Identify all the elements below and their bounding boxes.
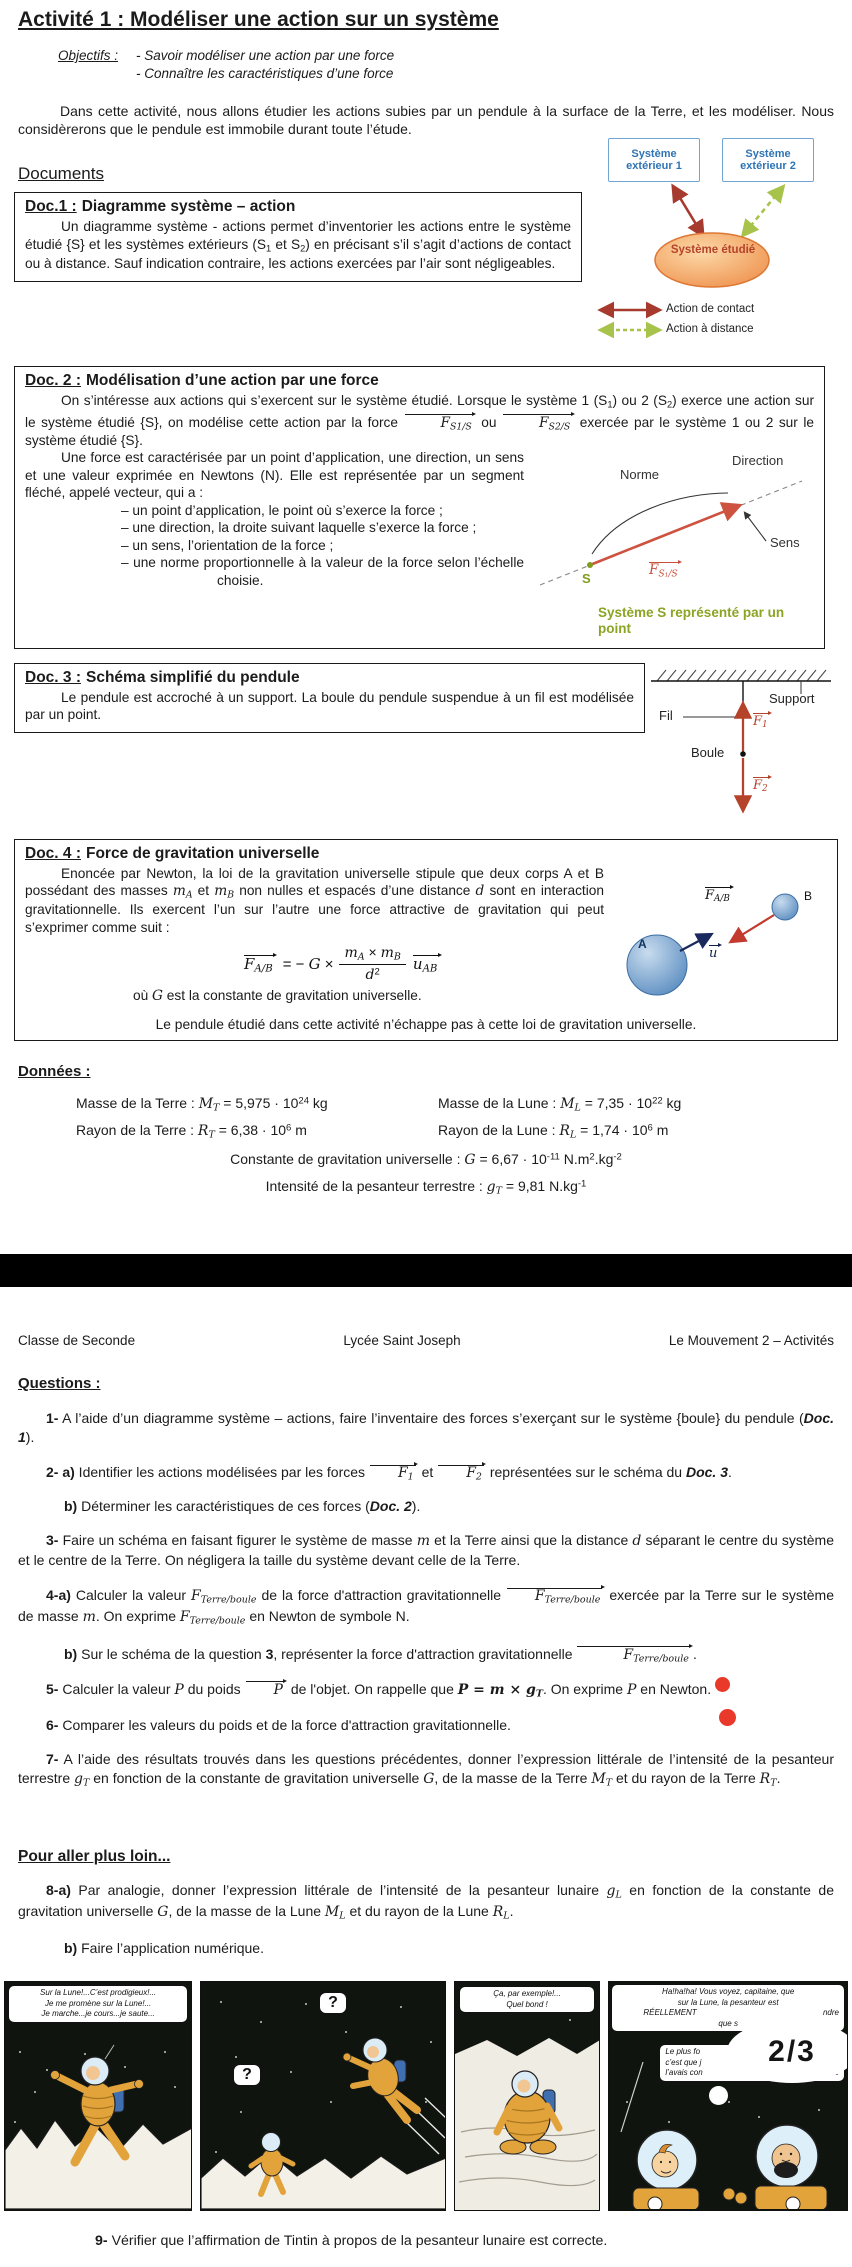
earth-radius-value: Rayon de la Terre : $R_T = 6,38 \cdot 10^6$ m (76, 1122, 307, 1141)
doc2-bullet-2: – une direction, la droite suivant laquelle s’exerce la force ; (121, 520, 477, 536)
bubble-line: que s (718, 2018, 738, 2028)
support-hatching (657, 670, 826, 681)
doc4-label: Doc. 4 : (25, 844, 81, 862)
doc2-bullet-3: – un sens, l’orientation de la force ; (121, 537, 334, 553)
doc4-where: où G est la constante de gravitation universelle. (133, 987, 422, 1004)
objective-item: - Connaître les caractéristiques d’une force (136, 66, 394, 81)
page-indicator-badge: 2/3 (727, 2020, 848, 2083)
bubble-line: Le plus fo (665, 2047, 701, 2057)
f1-label: $F_1$ (752, 711, 772, 730)
tintin-bust (633, 2130, 699, 2209)
question-3: 3- Faire un schéma en faisant figurer le système de masse m et la Terre ainsi que la distance d séparant le centre du système et le centre de la Terre. On négligera la taille du système devant celle de la Terre. (18, 1532, 834, 1569)
sphere-b (772, 894, 798, 920)
doc4-title: Force de gravitation universelle (85, 844, 320, 862)
question-8a: 8-a) Par analogie, donner l’expression littérale de l’intensité de la pesanteur lunaire $g_L$ en fonction de la constante de gravitation universelle G, de la masse de la Lune $M_L$ et du rayon de la Lune $R_L$. (18, 1882, 834, 1922)
hand (723, 2188, 735, 2200)
studied-system-label: Système étudié (670, 244, 756, 257)
legend-distance-label: Action à distance (666, 323, 754, 336)
further-heading: Pour aller plus loin... (18, 1848, 171, 1866)
gravitation-diagram (612, 877, 827, 1017)
doc2-label: Doc. 2 : (25, 372, 81, 390)
doc2-bullet-4: – une norme proportionnelle à la valeur de la force selon l’échelle choisie. (121, 555, 524, 588)
doc2-title: Modélisation d’une action par une force (85, 372, 379, 390)
question-bubble: ? (233, 2064, 261, 2086)
doc2-bullet-1: – un point d’application, le point où s’exerce la force ; (121, 502, 443, 518)
system-action-diagram (586, 138, 838, 350)
gravitation-force-arrow (732, 915, 774, 941)
intro-paragraph: Dans cette activité, nous allons étudier les actions subies par un pendule à la surface de la Terre, et les modéliser. Nous considèrerons que le pendule est immobile durant toute l’étude. (18, 103, 834, 138)
external-system-2-box: Système extérieur 2 (722, 138, 814, 182)
speech-bubble (8, 1985, 188, 2022)
doc3-title: Schéma simplifié du pendule (85, 668, 300, 686)
bubble-fragment: ndre (822, 2008, 839, 2018)
red-dot-marker (715, 1677, 730, 1692)
pendulum-diagram (633, 659, 838, 827)
comic-panel-4 (608, 1981, 848, 2211)
gravitation-formula (243, 944, 604, 982)
doc4-note: Le pendule étudié dans cette activité n’échappe pas à cette loi de gravitation universelle. (155, 1016, 697, 1032)
unit-vector-arrow (680, 935, 710, 951)
system-point-caption: Système S représenté par un point (598, 605, 785, 637)
formula-equals: = − G × (282, 954, 334, 973)
f2-label: $F_2$ (752, 775, 772, 794)
doc2-paragraph-1: On s’intéresse aux actions qui s’exercent sur le système étudié. Lorsque le système 1 $(S_1)$ ou 2 $(S_2)$ exerce une action sur le système étudié {S}, on modélise cette action par la force $F_{S1/S}$ ou $F_{S2/S}$ exercée par le système 1 ou 2 sur le système étudié {S}. (25, 393, 814, 448)
comic-panel-3-art (455, 1982, 600, 2209)
gravitation-constant-value: Constante de gravitation universelle : $G = 6,67 \cdot 10^{-11}$ $N.m^2.kg^{-2}$ (230, 1151, 622, 1169)
formula-fraction (339, 944, 405, 982)
distance-action-arrow (744, 188, 782, 234)
comic-panel-2-art (201, 1982, 446, 2209)
question-bubble: ? (319, 1992, 347, 2014)
external-system-1-box: Système extérieur 1 (608, 138, 700, 182)
comic-panel-1 (4, 1981, 192, 2211)
doc2-box (14, 366, 825, 648)
bubble-line: Ça, par exemple!... (493, 1989, 561, 1999)
red-dot-marker (719, 1709, 736, 1726)
doc1-box (14, 192, 582, 281)
doc4-box (14, 839, 838, 1041)
norme-brace (592, 493, 728, 554)
question-7: 7- A l’aide des résultats trouvés dans les questions précédentes, donner l’expression littérale de l’intensité de la pesanteur terrestre $g_T$ en fonction de la constante de gravitation universelle G, de la masse de la Terre $M_T$ et du rayon de la Terre $R_T$. (18, 1750, 834, 1789)
legend-contact-label: Action de contact (666, 303, 755, 316)
moon-radius-value: Rayon de la Lune : $R_L = 1,74 \cdot 10^6$ m (438, 1122, 669, 1141)
objectives-block (58, 48, 852, 84)
force-vector-diagram-art (532, 451, 814, 603)
bubble-line: Quel bond ! (506, 1999, 548, 2009)
bubble-line: c’est que j (665, 2057, 702, 2067)
sphere-a (627, 935, 687, 995)
fil-label: Fil (659, 707, 673, 723)
bubble-line: sur la Lune, la pesanteur est (677, 1997, 779, 2007)
doc1-title: Diagramme système – action (81, 198, 296, 216)
sens-label: Sens (770, 535, 800, 551)
further-section (18, 1881, 834, 1957)
sens-pointer-arrow (745, 513, 766, 541)
force-vector-label: $F_{S_1/S}$ (648, 559, 682, 579)
page-separator-bar (0, 1254, 852, 1287)
comic-panel-2 (200, 1981, 446, 2211)
direction-label: Direction (732, 453, 784, 469)
bubble-line: Ha!ha!ha! Vous voyez, capitaine, que (662, 1987, 795, 1997)
unit-vector-label: u (708, 943, 721, 961)
boule-point (740, 751, 746, 757)
earth-gravity-value: Intensité de la pesanteur terrestre : $g_T = 9,81$ $N.kg^{-1}$ (265, 1178, 587, 1197)
formula-denominator: $d^2$ (365, 966, 380, 983)
data-heading: Données : (18, 1062, 91, 1080)
doc3-row (14, 663, 838, 827)
pendulum-diagram-art (633, 659, 838, 827)
bubble-line: Je me promène sur la Lune!... (44, 1998, 152, 2008)
data-section (18, 1063, 834, 1198)
question-1: 1- A l’aide d’un diagramme système – actions, faire l’inventaire des forces s’exerçant sur le système {boule} du pendule (Doc. 1). (18, 1410, 834, 1446)
tintin-comic-strip (4, 1981, 848, 2211)
comic-panel-3 (454, 1981, 601, 2211)
question-9: 9- Vérifier que l’affirmation de Tintin à propos de la pesanteur lunaire est correcte. (95, 2233, 608, 2250)
bubble-line: Sur la Lune!...C’est prodigieux!... (40, 1988, 157, 1998)
bubble-line: Je marche...je cours...je saute... (41, 2009, 155, 2019)
doc4-body: Enoncée par Newton, la loi de la gravitation universelle stipule que deux corps A et B possédant des masses $m_A$ et $m_B$ non nulles et espacés d’une distance d sont en interaction gravitationnelle. Ils exercent l’un sur l’autre une force attractive de gravitation qui peut s’exprimer comme suit : (25, 865, 604, 935)
force-vector-diagram (532, 451, 814, 637)
doc3-body: Le pendule est accroché à un support. La boule du pendule suspendue à un fil est modélisée par un point. (25, 689, 634, 723)
page2-header (18, 1333, 834, 1348)
norme-label: Norme (620, 467, 660, 483)
question-5: 5- Calculer la valeur P du poids P de l'objet. On rappelle que $P = m \times g_T$. On exprime P en Newton. (46, 1680, 712, 1700)
header-class: Classe de Seconde (18, 1333, 136, 1348)
documents-heading: Documents (18, 164, 104, 184)
header-chapter: Le Mouvement 2 – Activités (668, 1333, 834, 1348)
formula-lhs: $F_{A/B}$ (243, 953, 277, 975)
objective-item: - Savoir modéliser une action par une force (136, 48, 395, 63)
header-school: Lycée Saint Joseph (343, 1333, 461, 1348)
doc1-body: Un diagramme système - actions permet d’inventorier les actions entre le système étudié {S} et les systèmes extérieurs ($S_1$ et $S_2$) en précisant s’il s’agit d’actions de contact ou à distance. Sauf indication contraire, les actions exercées par l’air sont négligeables. (25, 219, 571, 272)
earth-mass-value: Masse de la Terre : $M_T = 5,975 \cdot 10^{24}$ kg (76, 1094, 328, 1113)
question-2b: b) Déterminer les caractéristiques de ces forces (Doc. 2). (64, 1498, 421, 1515)
force-arrow (590, 506, 738, 565)
studied-system-ellipse (655, 233, 769, 287)
contact-action-arrow (674, 188, 702, 234)
doc3-box (14, 663, 645, 733)
questions-heading: Questions : (18, 1375, 101, 1392)
boule-label: Boule (691, 744, 725, 760)
sphere-a-label: A (638, 936, 647, 951)
question-4b: b) Sur le schéma de la question 3, représenter la force d'attraction gravitationnelle $F_{Terre/boule}$ . (64, 1645, 697, 1664)
bubble-line: RÉELLEMENT (643, 2008, 697, 2018)
page-title: Activité 1 : Modéliser une action sur un système (18, 8, 499, 31)
formula-unit-vector: $u_{AB}$ (412, 953, 442, 975)
doc1-label: Doc.1 : (25, 198, 77, 216)
formula-numerator: $m_A \times m_B$ (339, 944, 405, 964)
doc3-label: Doc. 3 : (25, 668, 81, 686)
moon-mass-value: Masse de la Lune : $M_L = 7,35 \cdot 10^{22}$ kg (438, 1094, 682, 1113)
question-6: 6- Comparer les valeurs du poids et de la force d'attraction gravitationnelle. (46, 1717, 511, 1734)
bubble-line: l’avais con (665, 2068, 703, 2078)
hand (735, 2192, 747, 2204)
sphere-b-label: B (804, 888, 813, 903)
doc2-paragraph-2: Une force est caractérisée par un point d’application, une direction, un sens et une valeur exprimée en Newtons (N). Elle est représentée par un segment fléché, appelé vecteur, qui a : (25, 450, 524, 501)
question-2a: 2- a) Identifier les actions modélisées par les forces $F_1$ et $F_2$ représentées sur le schéma du Doc. 3. (46, 1464, 732, 1483)
questions-section (18, 1374, 834, 1790)
question-8b: b) Faire l’application numérique. (64, 1939, 264, 1956)
question-4a: 4-a) Calculer la valeur $F_{Terre/boule}$ de la force d'attraction gravitationnelle $F_{Terre/boule}$ exercée par la Terre sur le système de masse m. On exprime $F_{Terre/boule}$ en Newton de symbole N. (18, 1587, 835, 1627)
objectives-label: Objectifs : (58, 48, 119, 63)
speech-bubble (459, 1986, 596, 2013)
support-label: Support (769, 690, 815, 706)
point-s-label: S (582, 571, 591, 587)
gravitation-force-label: $F_{A/B}$ (704, 885, 734, 904)
application-point (587, 562, 593, 568)
